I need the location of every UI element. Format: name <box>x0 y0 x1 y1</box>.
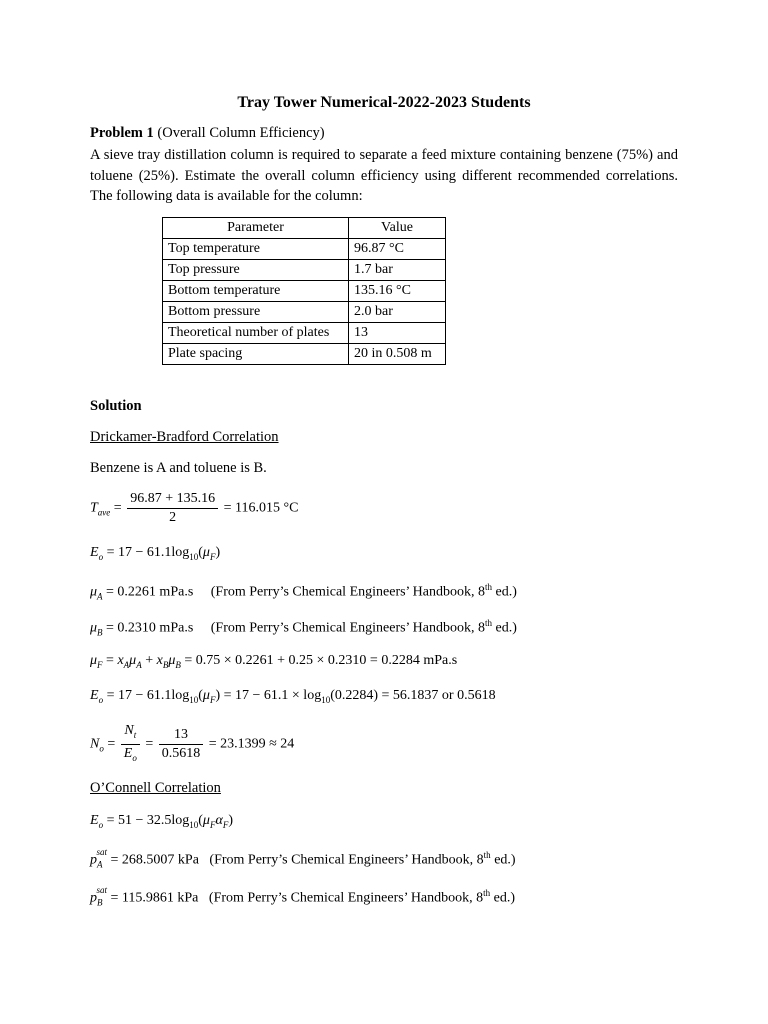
mu-a-line: $\mu_A = 0.2261$ mPa.s (From Perry’s Chemical Engineers’ Handbook, 8th ed.) <box>90 582 517 602</box>
table-cell-value: 96.87 °C <box>349 239 446 260</box>
page-title: Tray Tower Numerical-2022-2023 Students <box>237 94 531 111</box>
table-header-value: Value <box>349 218 446 239</box>
problem-subtitle: (Overall Column Efficiency) <box>157 125 325 141</box>
mu-b-source: (From Perry’s Chemical Engineers’ Handbook, 8 <box>210 620 486 636</box>
problem-heading <box>90 125 325 142</box>
table-header-row <box>163 218 446 239</box>
mu-b-line: $\mu_B = 0.2310$ mPa.s (From Perry’s Chemical Engineers’ Handbook, 8th ed.) <box>90 618 517 638</box>
solution-heading: Solution <box>90 398 142 414</box>
no-result: = 23.1399 ≈ 24 <box>208 736 295 752</box>
table-cell-parameter: Bottom temperature <box>163 281 349 302</box>
table-row <box>163 302 446 323</box>
table-row <box>163 344 446 365</box>
eo-calc-mid: ) = 17 − 61.1 × log <box>215 688 322 703</box>
mu-a-source: (From Perry’s Chemical Engineers’ Handbook, 8 <box>210 584 486 600</box>
table-header-parameter: Parameter <box>163 218 349 239</box>
table-cell-value: 13 <box>349 323 446 344</box>
problem-text: A sieve tray distillation column is required to separate a feed mixture containing benzene (75%) and toluene (25%). Estimate the overall column efficiency using different recommended correlations. The following data is available for the column: <box>90 147 678 204</box>
mu-b-value: = 0.2310 mPa.s <box>106 620 194 636</box>
mu-f-value: = 0.75 × 0.2261 + 0.25 × 0.2310 = 0.2284 mPa.s <box>184 653 458 668</box>
table-cell-value: 135.16 °C <box>349 281 446 302</box>
eo-oconnell-equation: $E_o = 51 - 32.5\log_{10}(\mu_F\alpha_F)$ <box>90 813 233 830</box>
pa-sat-line: $p_A^{sat} = 268.5007$ kPa (From Perry’s Chemical Engineers’ Handbook, 8th ed.) <box>90 847 516 870</box>
no-equation: $N_o$ = $\frac{N_t}{E_o}$ = $\frac{13}{0.5618}$ = 23.1399 ≈ 24 <box>90 722 294 767</box>
table-cell-value: 2.0 bar <box>349 302 446 323</box>
table-row <box>163 239 446 260</box>
tave-denominator: 2 <box>169 510 177 525</box>
table-cell-value: 1.7 bar <box>349 260 446 281</box>
pa-sat-value: = 268.5007 kPa <box>110 852 199 868</box>
pb-sat-value: = 115.9861 kPa <box>110 890 199 906</box>
drickamer-heading: Drickamer-Bradford Correlation <box>90 429 279 445</box>
problem-label: Problem 1 <box>90 125 154 141</box>
table-cell-value: 20 in 0.508 m <box>349 344 446 365</box>
tave-equation: $T_{ave}$ = $\frac{96.87 + 135.16}{2}$ = 116.015 °C <box>90 491 299 525</box>
tave-fraction <box>127 490 218 527</box>
table-cell-parameter: Bottom pressure <box>163 302 349 323</box>
oconnell-heading: O’Connell Correlation <box>90 780 221 796</box>
tave-numerator: 96.87 + 135.16 <box>127 490 218 509</box>
table-cell-parameter: Top pressure <box>163 260 349 281</box>
eo-calc-line: $E_o = 17 - 61.1\log_{10}(\mu_F) = 17 - 61.1 \times \log_{10}(0.2284) = 56.1837$ or 0.5618 <box>90 688 496 705</box>
table-row <box>163 281 446 302</box>
components-line: Benzene is A and toluene is B. <box>90 460 267 476</box>
no-fraction-2: $\frac{13}{0.5618}$ <box>159 726 204 763</box>
eo-formula: = 17 − 61.1log <box>106 545 190 560</box>
pb-sat-line: $p_B^{sat} = 115.9861$ kPa (From Perry’s Chemical Engineers’ Handbook, 8th ed.) <box>90 885 516 908</box>
table-row <box>163 260 446 281</box>
table-cell-parameter: Plate spacing <box>163 344 349 365</box>
table-cell-parameter: Theoretical number of plates <box>163 323 349 344</box>
mu-a-value: = 0.2261 mPa.s <box>106 584 194 600</box>
eo-equation: $E_o = 17 - 61.1\log_{10}(\mu_F)$ <box>90 545 221 562</box>
parameter-table <box>162 217 446 365</box>
table-cell-parameter: Top temperature <box>163 239 349 260</box>
table-row <box>163 323 446 344</box>
no-fraction-1: $\frac{N_t}{E_o}$ <box>121 722 140 767</box>
mu-f-line: $\mu_F = x_A\mu_A + x_B\mu_B = 0.75 \times 0.2261 + 0.25 \times 0.2310 = 0.2284$ mPa.s <box>90 653 458 670</box>
eo-calc-result: (0.2284) = 56.1837 or 0.5618 <box>330 688 496 703</box>
tave-result: = 116.015 °C <box>223 500 299 516</box>
